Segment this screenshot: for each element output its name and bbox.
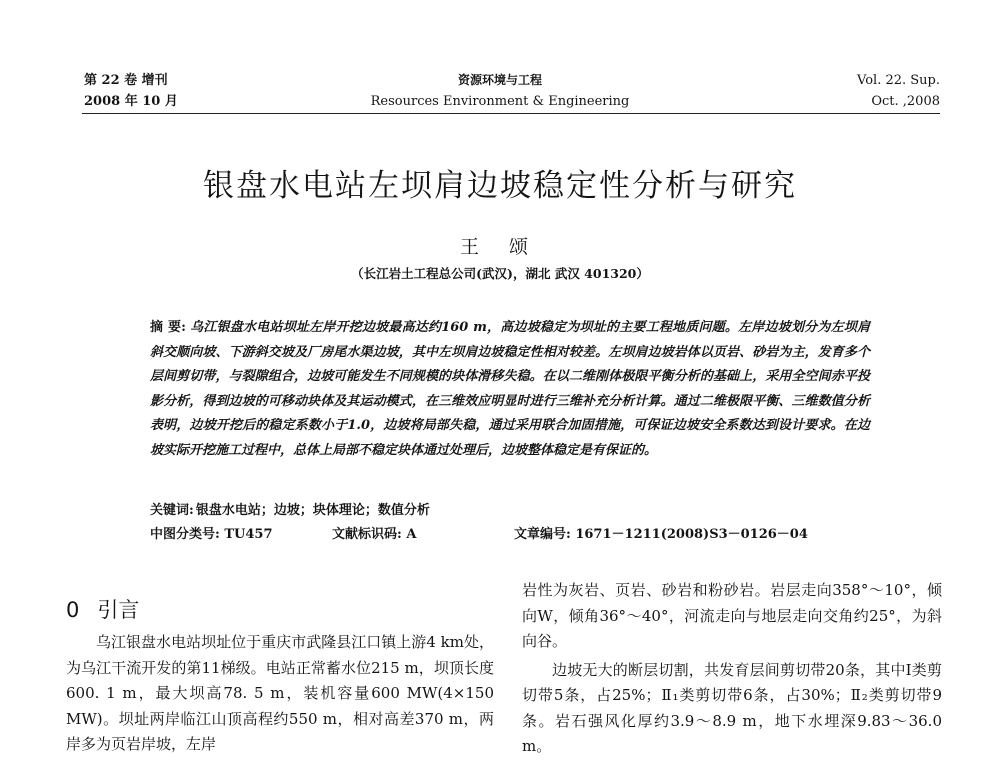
body-paragraph: 岩性为灰岩、页岩、砂岩和粉砂岩。岩层走向358°～10°，倾向W，倾角36°～40°，河流走向与地层走向交角约25°，为斜向谷。 [522, 581, 942, 650]
body-paragraph: 乌江银盘水电站坝址位于重庆市武隆县江口镇上游4 km处，为乌江干流开发的第11梯级。电站正常蓄水位215 m，坝顶长度600. 1 m，最大坝高78. 5 m，装机容量600 MW(4×150 MW)。坝址两岸临江山顶高程约550 m，相对高差370 m，两岸多为页岩岸坡，左岸 [66, 633, 494, 753]
section-title: 引言 [97, 598, 140, 622]
keywords-label: 关键词: [150, 503, 194, 518]
section-number: 0 [66, 598, 80, 622]
body-paragraph: 边坡无大的断层切割，共发育层间剪切带20条，其中Ⅰ类剪切带5条，占25%；Ⅱ₁类剪切带6条，占30%；Ⅱ₂类剪切带9条。岩石强风化厚约3.9～8.9 m，地下水埋深9.83～36.0 m。 [522, 660, 942, 755]
paper-title: 银盘水电站左坝肩边坡稳定性分析与研究 [203, 168, 797, 204]
section-heading [66, 594, 139, 624]
journal-name-cn: 资源环境与工程 [457, 73, 542, 87]
doc-value: A [406, 527, 417, 542]
clc-code [150, 523, 273, 547]
journal-volume-en [857, 70, 940, 112]
keywords-text: 银盘水电站；边坡；块体理论；数值分析 [195, 503, 430, 518]
journal-name [0, 70, 1000, 112]
volume-issue: 第 22 卷 增刊 [84, 73, 168, 88]
body-right-column [522, 578, 942, 763]
abstract [150, 316, 870, 463]
doc-label: 文献标识码: [332, 527, 402, 542]
publication-date: 2008 年 10 月 [84, 94, 178, 109]
journal-name-en: Resources Environment & Engineering [370, 94, 630, 109]
header-rule [82, 113, 940, 114]
date-en: Oct. ,2008 [871, 94, 940, 109]
article-number [514, 523, 808, 547]
volume-en: Vol. 22. Sup. [857, 73, 940, 88]
clc-label: 中图分类号: [150, 527, 220, 542]
doc-code [332, 523, 416, 547]
abstract-label: 摘 要: [150, 320, 186, 335]
affiliation: （长江岩土工程总公司(武汉)，湖北 武汉 401320） [351, 266, 649, 281]
article-label: 文章编号: [514, 527, 571, 542]
abstract-text: 乌江银盘水电站坝址左岸开挖边坡最高达约160 m，高边坡稳定为坝址的主要工程地质问题。左岸边坡划分为左坝肩斜交顺向坡、下游斜交坡及厂房尾水渠边坡，其中左坝肩边坡稳定性相对较差。左坝肩边坡岩体以页岩、砂岩为主，发育多个层间剪切带，与裂隙组合，边坡可能发生不同规模的块体滑移失稳。在以二维刚体极限平衡分析的基础上，采用全空间赤平投影分析，得到边坡的可移动块体及其运动模式，在三维效应明显时进行三维补充分析计算。通过二维极限平衡、三维数值分析表明，边坡开挖后的稳定系数小于1.0，边坡将局部失稳，通过采用联合加固措施，可保证边坡安全系数达到设计要求。在边坡实际开挖施工过程中，总体上局部不稳定块体通过处理后，边坡整体稳定是有保证的。 [150, 320, 871, 458]
keywords [150, 499, 870, 523]
clc-value: TU457 [224, 527, 273, 542]
body-left-column [66, 630, 494, 761]
author: 王 颂 [459, 236, 541, 258]
article-value: 1671－1211(2008)S3－0126－04 [575, 527, 808, 542]
